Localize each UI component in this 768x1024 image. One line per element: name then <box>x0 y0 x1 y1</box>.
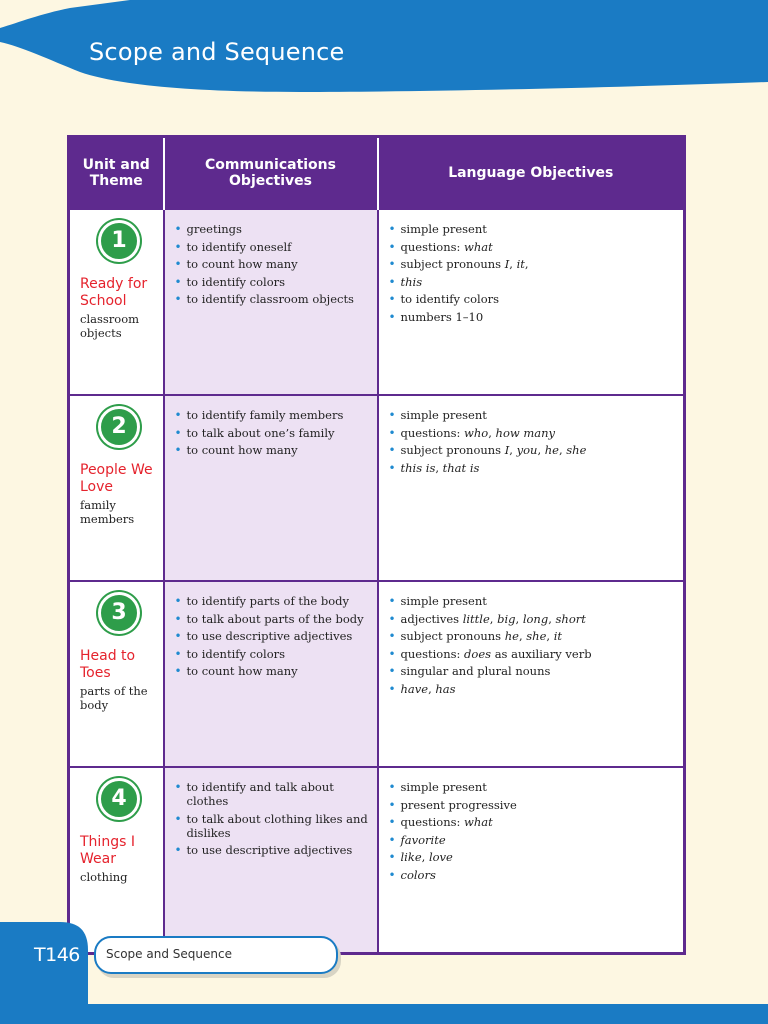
scope-sequence-table <box>67 135 686 955</box>
language-italic-text: what <box>464 239 493 254</box>
communications-item: • to count how many <box>175 257 371 271</box>
unit-theme: family members <box>80 498 135 526</box>
table-header-row <box>69 137 685 210</box>
language-text: simple present <box>400 780 487 794</box>
language-text: , <box>435 460 443 475</box>
language-text: , <box>428 681 436 696</box>
language-italic-text: big <box>497 611 516 626</box>
communications-item: • to talk about parts of the body <box>175 612 371 626</box>
language-italic-text: how many <box>495 425 556 440</box>
language-text: questions: <box>400 815 465 829</box>
language-item <box>389 629 678 643</box>
language-italic-text: I <box>504 257 510 271</box>
language-italic-text: it <box>553 629 563 643</box>
language-italic-text: love <box>428 850 453 864</box>
language-italic-text: this is <box>400 460 436 475</box>
unit-title: Things I Wear <box>80 834 135 867</box>
language-list <box>379 210 684 324</box>
communications-cell <box>164 581 378 767</box>
unit-cell <box>69 581 164 767</box>
language-italic-text: I <box>504 443 510 457</box>
language-text: , <box>537 443 545 457</box>
language-text: present progressive <box>400 797 517 812</box>
language-italic-text: have <box>400 681 429 696</box>
language-text: , <box>509 257 517 271</box>
language-text: , <box>515 611 523 626</box>
language-italic-text: does <box>464 646 492 661</box>
language-italic-text: she <box>566 443 587 457</box>
language-text: singular and plural nouns <box>400 664 551 678</box>
language-italic-text: like <box>400 850 422 864</box>
language-text: , <box>489 611 498 626</box>
language-list <box>379 582 684 696</box>
communications-item: • to identify classroom objects <box>175 292 371 306</box>
language-text: , <box>558 443 567 457</box>
language-italic-text: this <box>400 274 423 289</box>
language-text: , <box>421 850 429 864</box>
language-italic-text: she <box>526 629 547 643</box>
unit-title: Ready for School <box>80 276 148 309</box>
language-item <box>389 612 678 626</box>
language-text: numbers 1–10 <box>400 309 484 324</box>
communications-list <box>165 396 377 457</box>
language-italic-text: it <box>516 257 525 271</box>
language-italic-text: favorite <box>400 832 446 847</box>
language-italic-text: that is <box>442 460 480 475</box>
communications-item: • to identify parts of the body <box>175 594 371 608</box>
language-item <box>389 461 678 475</box>
communications-item: • to identify colors <box>175 647 371 661</box>
communications-item: • to count how many <box>175 664 371 678</box>
language-item <box>389 682 678 696</box>
communications-item: • to count how many <box>175 443 371 457</box>
language-item <box>389 222 678 236</box>
unit-cell <box>69 395 164 581</box>
language-italic-text: colors <box>400 867 436 882</box>
language-item <box>389 594 678 608</box>
language-list <box>379 396 684 475</box>
language-italic-text: has <box>435 681 456 696</box>
language-item <box>389 240 678 254</box>
language-item <box>389 275 678 289</box>
language-item <box>389 850 678 864</box>
table-row <box>69 767 685 954</box>
header-unit-theme: Unit and Theme <box>69 137 164 210</box>
language-list <box>379 768 684 882</box>
header-language-objectives: Language Objectives <box>378 137 685 210</box>
language-item <box>389 868 678 882</box>
communications-list <box>165 582 377 678</box>
language-text: simple present <box>400 594 487 608</box>
communications-item: • to identify oneself <box>175 240 371 254</box>
communications-item: • greetings <box>175 222 371 236</box>
language-text: , <box>488 425 496 440</box>
header-communications-objectives: Communications Objectives <box>164 137 378 210</box>
language-italic-text: little <box>462 611 490 626</box>
unit-title: Head to Toes <box>80 648 136 681</box>
language-text: subject pronouns <box>400 257 505 271</box>
communications-list <box>165 210 377 306</box>
language-text: simple present <box>400 222 487 236</box>
communications-item: • to talk about clothing likes and dislikes <box>175 812 371 840</box>
language-text: , <box>509 443 517 457</box>
communications-item: • to talk about one’s family <box>175 426 371 440</box>
unit-number-badge: 3 <box>98 592 140 634</box>
language-cell <box>378 581 685 767</box>
language-italic-text: he <box>504 629 519 643</box>
language-item <box>389 798 678 812</box>
language-text: simple present <box>400 408 487 422</box>
language-text: subject pronouns <box>400 629 505 643</box>
language-item <box>389 443 678 457</box>
language-cell <box>378 395 685 581</box>
unit-number-badge: 1 <box>98 220 140 262</box>
communications-item: • to use descriptive adjectives <box>175 629 371 643</box>
unit-theme: clothing <box>80 870 128 884</box>
language-cell <box>378 209 685 395</box>
communications-list <box>165 768 377 857</box>
communications-cell <box>164 209 378 395</box>
communications-item: • to identify colors <box>175 275 371 289</box>
footer-section-label: Scope and Sequence <box>106 947 232 961</box>
table-row <box>69 395 685 581</box>
communications-cell <box>164 395 378 581</box>
communications-item: • to use descriptive adjectives <box>175 843 371 857</box>
communications-cell <box>164 767 378 954</box>
language-cell <box>378 767 685 954</box>
unit-title: People We Love <box>80 462 153 495</box>
language-text: questions: <box>400 239 465 254</box>
language-italic-text: who <box>464 425 489 440</box>
language-text: subject pronouns <box>400 443 505 457</box>
unit-number-badge: 2 <box>98 406 140 448</box>
language-text: , <box>546 629 554 643</box>
language-item <box>389 408 678 422</box>
page-title: Scope and Sequence <box>89 38 345 66</box>
language-item <box>389 310 678 324</box>
unit-theme: parts of the body <box>80 684 148 712</box>
language-item <box>389 426 678 440</box>
language-item <box>389 257 678 271</box>
language-item <box>389 292 678 306</box>
language-text: questions: <box>400 425 465 440</box>
language-item <box>389 815 678 829</box>
table-body <box>69 209 685 954</box>
page-number: T146 <box>34 944 80 966</box>
language-item <box>389 647 678 661</box>
communications-item: • to identify family members <box>175 408 371 422</box>
language-text: , <box>524 257 529 271</box>
unit-number-badge: 4 <box>98 778 140 820</box>
footer-section-pill <box>94 936 338 974</box>
language-item <box>389 664 678 678</box>
language-text: adjectives <box>400 611 463 626</box>
unit-cell <box>69 209 164 395</box>
language-italic-text: short <box>555 611 586 626</box>
language-italic-text: you <box>516 443 538 457</box>
language-italic-text: long <box>522 611 549 626</box>
language-text: , <box>518 629 527 643</box>
unit-theme: classroom objects <box>80 312 140 340</box>
language-text: as auxiliary verb <box>491 646 592 661</box>
language-italic-text: what <box>464 815 493 829</box>
language-item <box>389 780 678 794</box>
communications-item: • to identify and talk about clothes <box>175 780 371 808</box>
table-row <box>69 581 685 767</box>
bottom-band <box>0 1004 768 1024</box>
language-text: , <box>548 611 556 626</box>
language-italic-text: he <box>544 443 559 457</box>
language-item <box>389 833 678 847</box>
language-text: questions: <box>400 646 465 661</box>
table-row <box>69 209 685 395</box>
language-text: to identify colors <box>400 292 500 306</box>
